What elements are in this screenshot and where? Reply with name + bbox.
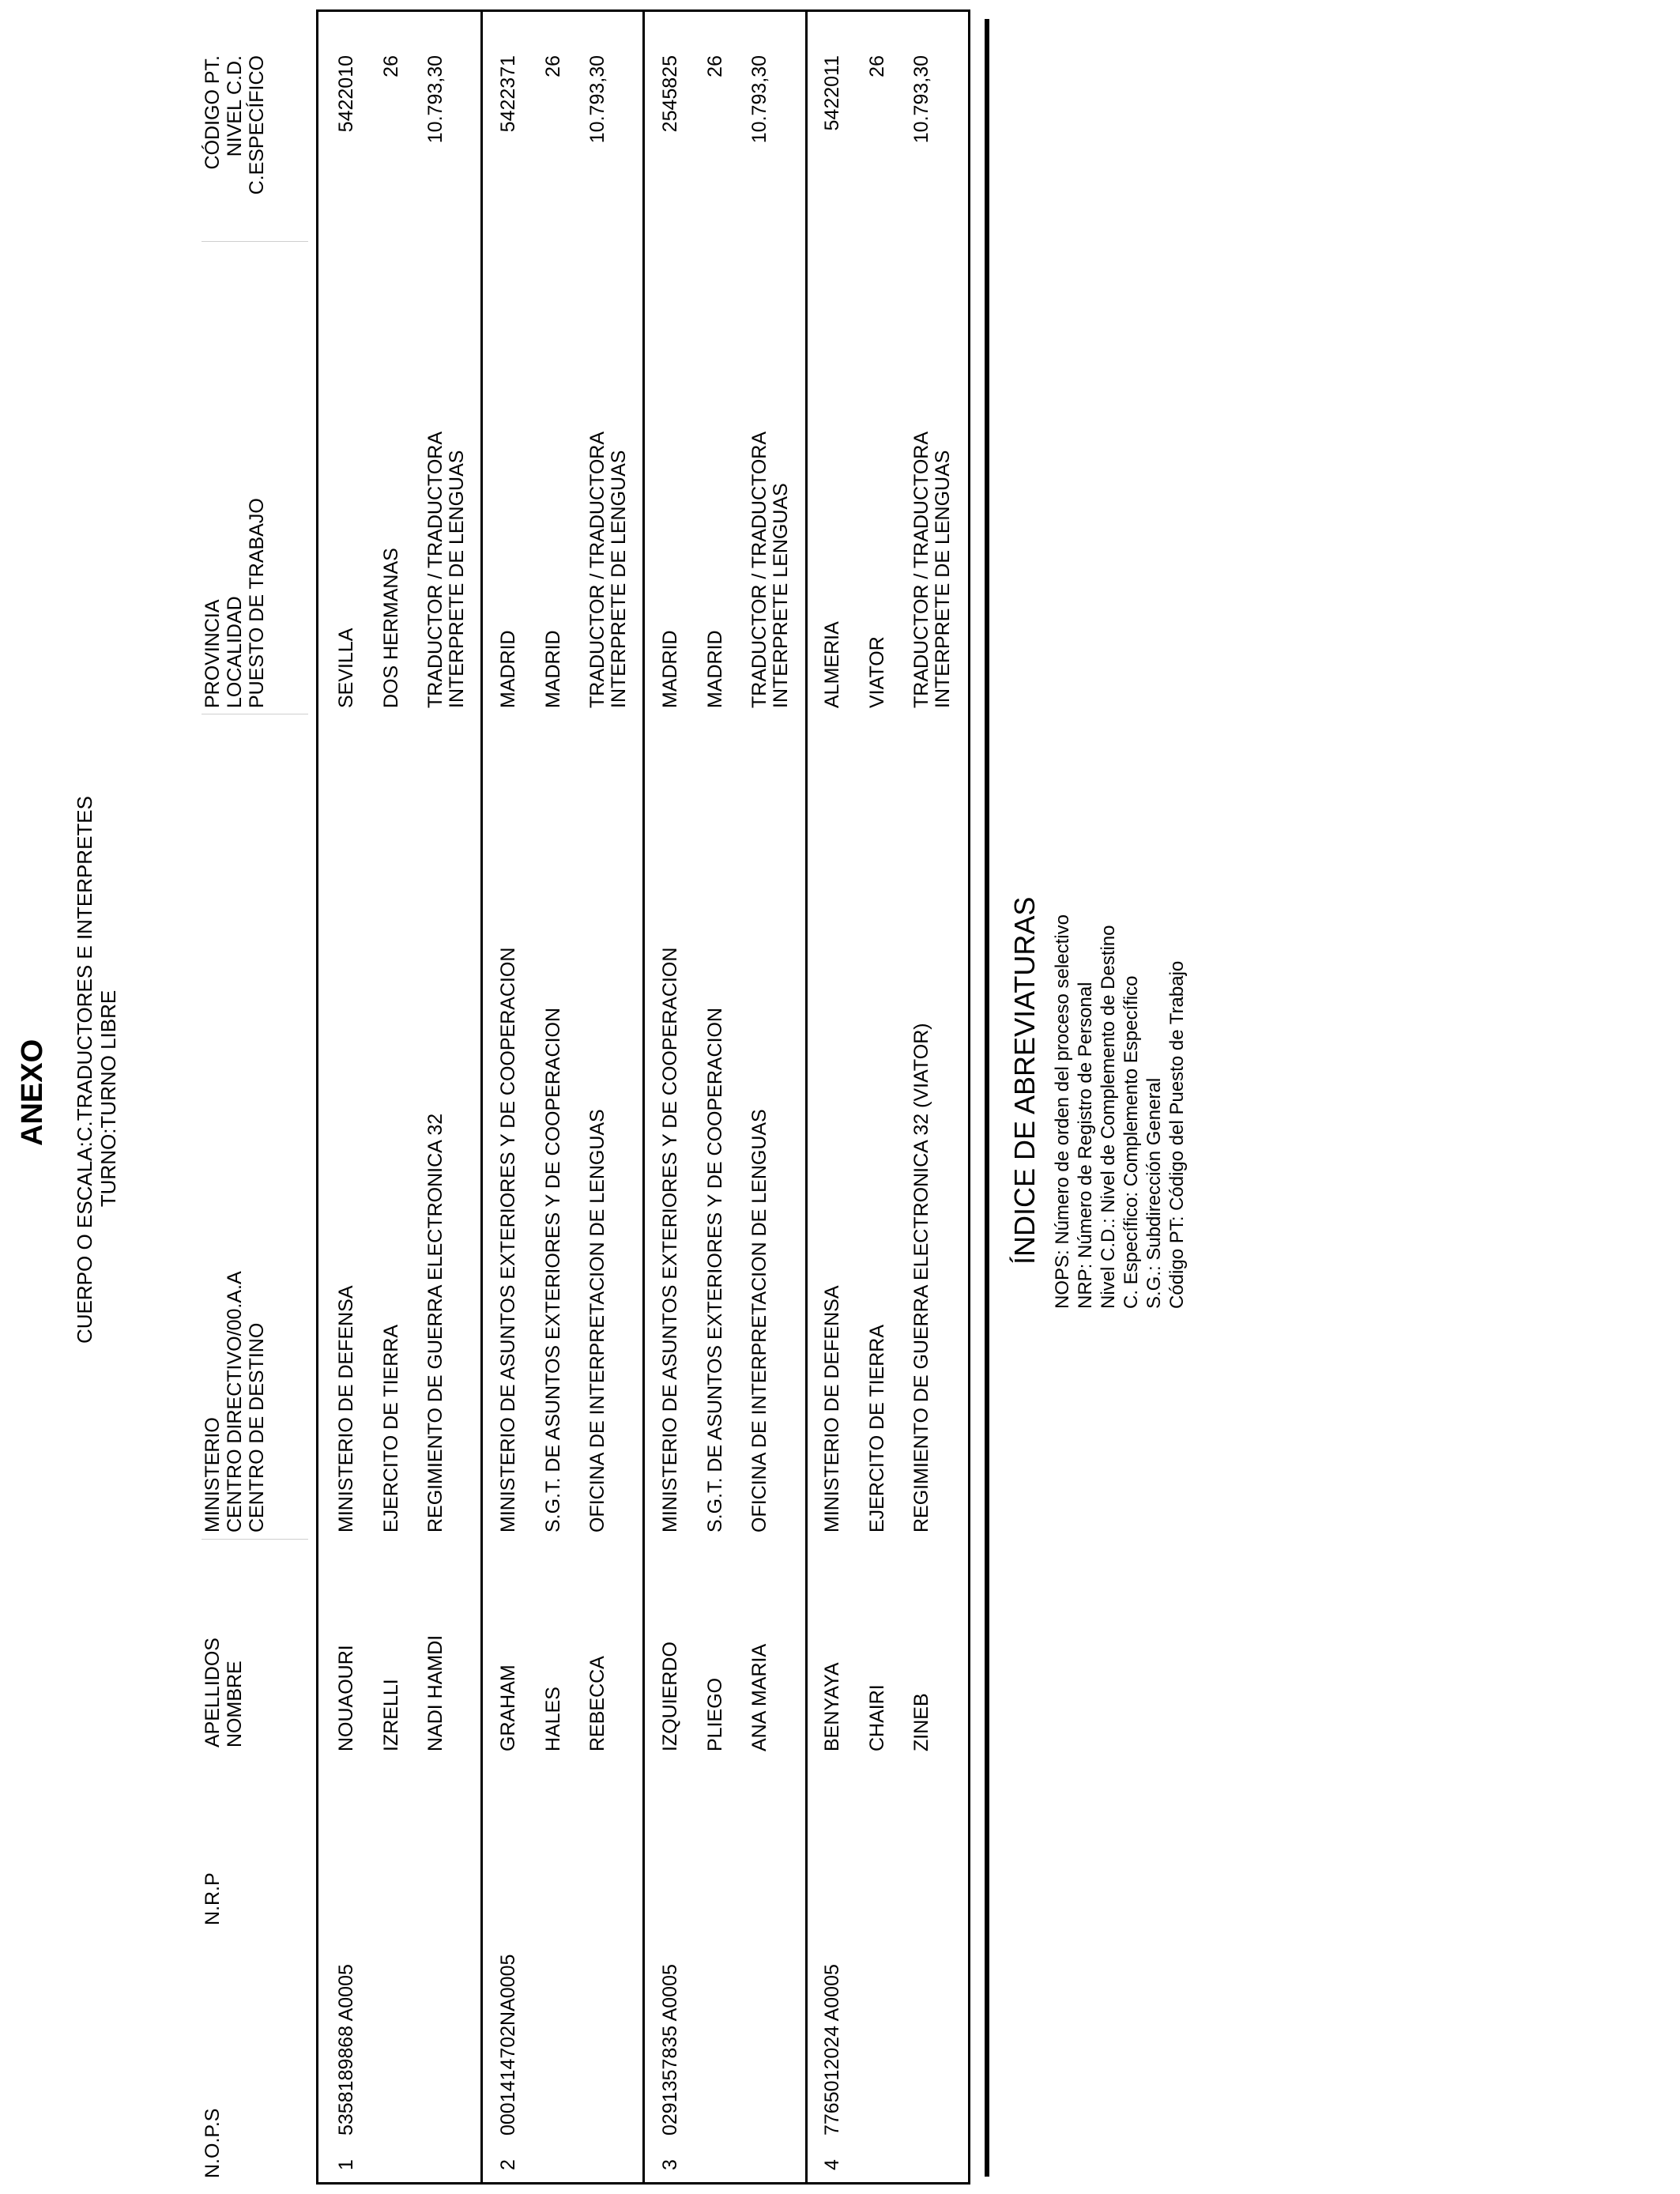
row-puesto-line: TRADUCTOR / TRADUCTORA (748, 431, 770, 708)
header-nivel-line: NIVEL C.D. (224, 55, 246, 157)
row-puesto-line: INTERPRETE DE LENGUAS (932, 450, 954, 708)
table-bottom-rule (985, 19, 989, 2177)
row-nombre: NADI HAMDI (424, 1634, 446, 1751)
row-puesto-line: INTERPRETE DE LENGUAS (446, 450, 468, 708)
row-nivel: 26 (866, 55, 888, 77)
row-centro-directivo: S.G.T. DE ASUNTOS EXTERIORES Y DE COOPERACION (704, 1007, 726, 1532)
subtitle-line-1: CUERPO O ESCALA:C.TRADUCTORES E INTERPRETES (73, 796, 96, 1344)
row-codigo: 5422371 (497, 55, 519, 133)
row-provincia: MADRID (659, 630, 681, 708)
header-especifico-line: C.ESPECÍFICO (246, 55, 268, 195)
subtitle-line-2: TURNO:TURNO LIBRE (96, 990, 120, 1208)
row-codigo: 5422010 (335, 55, 357, 133)
row-localidad: VIATOR (866, 636, 888, 708)
row-puesto (911, 432, 954, 708)
row-provincia: MADRID (497, 630, 519, 708)
row-puesto (425, 432, 468, 708)
index-list (1051, 914, 1188, 1309)
row-localidad: MADRID (704, 630, 726, 708)
header-centro-destino-line: CENTRO DE DESTINO (246, 1322, 268, 1532)
header-separator (202, 241, 308, 242)
header-apellidos (202, 1638, 246, 1747)
row-nrp: 0291357835 A0005 (659, 1964, 681, 2136)
header-separator (202, 1539, 308, 1540)
header-codigo (202, 55, 268, 237)
row-nops: 3 (659, 2159, 681, 2170)
index-line: NRP: Número de Registro de Personal (1075, 982, 1096, 1309)
row-apellido1: IZQUIERDO (659, 1642, 681, 1751)
row-nrp: 0001414702NA0005 (497, 1954, 519, 2136)
index-line: NOPS: Número de orden del proceso selectivo (1052, 914, 1073, 1309)
document-subtitle (73, 796, 120, 1344)
row-centro-directivo: EJERCITO DE TIERRA (380, 1324, 402, 1532)
row-centro-destino: OFICINA DE INTERPRETACION DE LENGUAS (586, 1109, 608, 1532)
row-codigo: 5422011 (821, 55, 843, 131)
row-puesto (587, 432, 630, 708)
row-nops: 2 (497, 2159, 519, 2170)
header-nops: N.O.P.S (202, 2108, 224, 2178)
header-codigo-line: CÓDIGO PT. (202, 55, 224, 170)
row-nivel: 26 (380, 55, 402, 77)
row-divider (805, 9, 808, 2185)
row-puesto-line: TRADUCTOR / TRADUCTORA (586, 431, 608, 708)
table-row (822, 0, 964, 2194)
header-nrp: N.R.P (202, 1872, 224, 1925)
header-puesto-line: PUESTO DE TRABAJO (246, 498, 268, 708)
row-apellido2: CHAIRI (866, 1684, 888, 1751)
row-divider (480, 9, 483, 2185)
row-apellido2: HALES (542, 1687, 564, 1751)
row-centro-destino: REGIMIENTO DE GUERRA ELECTRONICA 32 (424, 1113, 446, 1532)
header-provincia-line: PROVINCIA (202, 599, 224, 708)
row-apellido1: BENYAYA (821, 1662, 843, 1751)
row-puesto-line: TRADUCTOR / TRADUCTORA (910, 431, 932, 708)
header-centro-directivo-line: CENTRO DIRECTIVO/00.A.A (224, 1271, 246, 1532)
table-row (660, 0, 802, 2194)
header-apellidos-line: APELLIDOS (202, 1638, 224, 1747)
index-line: C. Específico: Complemento Específico (1121, 975, 1142, 1309)
row-nombre: ZINEB (910, 1693, 932, 1751)
header-provincia (202, 498, 268, 708)
document-title: ANEXO (16, 1039, 49, 1146)
header-nombre-line: NOMBRE (224, 1661, 246, 1747)
row-ministerio: MINISTERIO DE DEFENSA (335, 1285, 357, 1532)
row-localidad: MADRID (542, 630, 564, 708)
row-centro-directivo: EJERCITO DE TIERRA (866, 1324, 888, 1532)
row-nombre: REBECCA (586, 1656, 608, 1751)
row-localidad: DOS HERMANAS (380, 548, 402, 708)
row-especifico: 10.793,30 (586, 55, 608, 144)
row-especifico: 10.793,30 (424, 55, 446, 144)
row-centro-destino: REGIMIENTO DE GUERRA ELECTRONICA 32 (VIATOR) (910, 1023, 932, 1532)
row-apellido2: IZRELLI (380, 1679, 402, 1751)
index-line: Nivel C.D.: Nivel de Complemento de Destino (1098, 925, 1119, 1309)
row-nrp: 5358189868 A0005 (335, 1964, 357, 2136)
row-codigo: 2545825 (659, 55, 681, 133)
index-title: ÍNDICE DE ABREVIATURAS (1008, 896, 1041, 1265)
row-puesto-line: TRADUCTOR / TRADUCTORA (424, 431, 446, 708)
row-centro-destino: OFICINA DE INTERPRETACION DE LENGUAS (748, 1109, 770, 1532)
row-nivel: 26 (704, 55, 726, 77)
row-apellido1: GRAHAM (497, 1664, 519, 1751)
table-row (336, 0, 478, 2194)
row-nops: 4 (821, 2159, 843, 2170)
row-centro-directivo: S.G.T. DE ASUNTOS EXTERIORES Y DE COOPERACION (542, 1007, 564, 1532)
row-apellido2: PLIEGO (704, 1677, 726, 1751)
row-nrp: 7765012024 A0005 (821, 1964, 843, 2136)
row-provincia: SEVILLA (335, 628, 357, 708)
row-provincia: ALMERIA (821, 621, 843, 708)
row-nivel: 26 (542, 55, 564, 77)
row-puesto-line: INTERPRETE DE LENGUAS (608, 450, 630, 708)
row-ministerio: MINISTERIO DE ASUNTOS EXTERIORES Y DE COOPERACION (497, 947, 519, 1532)
row-ministerio: MINISTERIO DE DEFENSA (821, 1285, 843, 1532)
row-ministerio: MINISTERIO DE ASUNTOS EXTERIORES Y DE COOPERACION (659, 947, 681, 1532)
row-nops: 1 (335, 2159, 357, 2170)
table-row (498, 0, 640, 2194)
row-puesto-line: INTERPRETE LENGUAS (770, 483, 792, 708)
header-localidad-line: LOCALIDAD (224, 596, 246, 708)
header-ministerio-line: MINISTERIO (202, 1417, 224, 1532)
header-ministerio (202, 1271, 268, 1532)
row-divider (642, 9, 645, 2185)
row-nombre: ANA MARIA (748, 1643, 770, 1751)
row-puesto (749, 432, 792, 708)
row-apellido1: NOUAOURI (335, 1645, 357, 1751)
index-line: S.G.: Subdirección General (1143, 1077, 1165, 1309)
row-especifico: 10.793,30 (910, 55, 932, 144)
row-especifico: 10.793,30 (748, 55, 770, 144)
index-line: Código PT: Código del Puesto de Trabajo (1166, 960, 1188, 1309)
